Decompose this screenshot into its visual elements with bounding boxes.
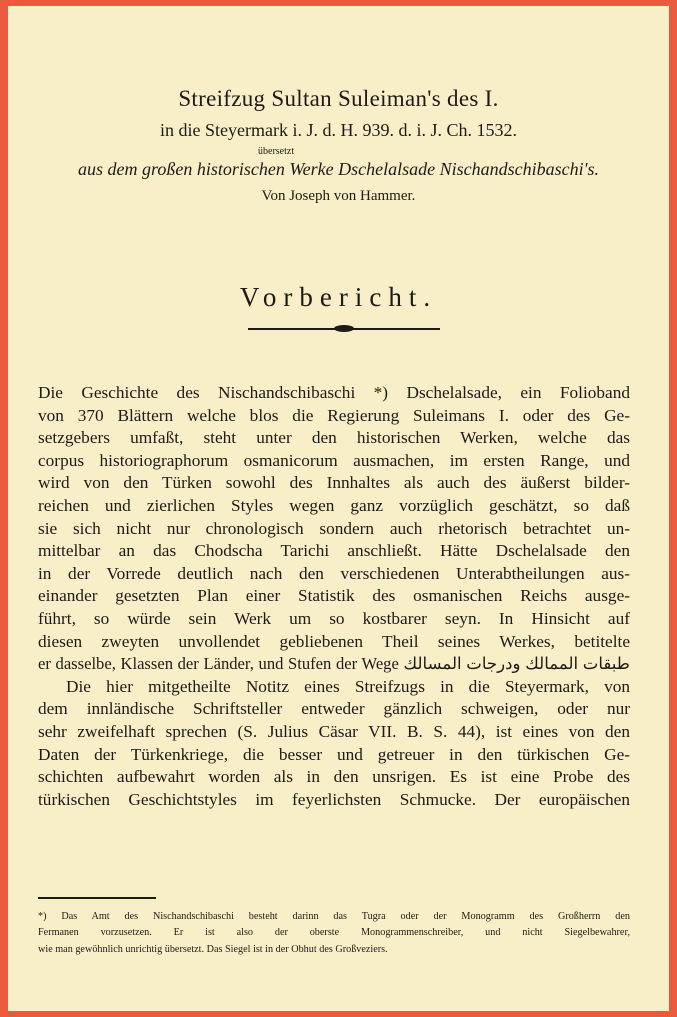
body-line: mittelbar an das Chodscha Tarichi anschließt. Hätte Dschelalsade den: [38, 541, 630, 561]
body-line: diesen zweyten unvollendet gebliebenen Theil seines Werkes, betitelte: [38, 631, 630, 651]
body-line: einander gesetzten Plan einer Statistik des osmanischen Reichs ausge-: [38, 586, 630, 606]
footnote-rule: [38, 897, 156, 899]
ornamental-rule-center: [334, 325, 354, 332]
body-line: türkischen Geschichtstyles im feyerlichsten Schmucke. Der europäischen: [38, 789, 630, 809]
author-line: Von Joseph von Hammer.: [261, 188, 416, 204]
body-line: sehr zweifelhaft sprechen (S. Julius Cäsar VII. B. S. 44), ist eines von den: [38, 721, 630, 741]
body-line: in der Vorrede deutlich nach den verschiedenen Unterabtheilungen aus-: [38, 563, 630, 583]
document-title: Streifzug Sultan Suleiman's des I.: [178, 86, 499, 111]
body-line: dem innländische Schriftsteller entweder gänzlich schweigen, oder nur: [38, 699, 630, 719]
body-line: von 370 Blättern welche blos die Regierung Suleimans I. oder des Ge-: [38, 405, 630, 425]
source-line: aus dem großen historischen Werke Dschelalsade Nischandschibaschi's.: [78, 159, 599, 179]
footnote-line: Fermanen vorzusetzen. Er ist also der oberste Monogrammenschreiber, und nicht Siegelbewahrer,: [38, 927, 630, 939]
body-line: Daten der Türkenkriege, die besser und getreuer in den türkischen Ge-: [38, 744, 630, 764]
body-line: reichen und zierlichen Styles wegen ganz vorzüglich geschätzt, so daß: [38, 495, 630, 515]
body-line: schichten aufbewahrt worden als in den unsrigen. Es ist eine Probe des: [38, 767, 630, 787]
body-line: wird von den Türken sowohl des Innhaltes als auch des äußerst bilder-: [38, 473, 630, 493]
body-line: sie sich nicht nur chronologisch sondern auch rhetorisch betrachtet un-: [38, 518, 630, 538]
body-line: führt, so würde sein Werk um so kostbarer seyn. In Hinsicht auf: [38, 608, 630, 628]
body-line: er dasselbe, Klassen der Länder, und Stufen der Wege طبقات الممالك ودرجات المسالك: [38, 654, 631, 674]
footnote-line: wie man gewöhnlich unrichtig übersetzt. Das Siegel ist in der Obhut des Großveziers.: [38, 943, 388, 955]
translated-note: übersetzt: [258, 146, 295, 157]
subtitle-line: in die Steyermark i. J. d. H. 939. d. i. J. Ch. 1532.: [160, 120, 517, 140]
body-paragraphs: [38, 382, 630, 811]
footnote-line: *) Das Amt des Nischandschibaschi besteht darinn das Tugra oder der Monogramm des Großherrn den: [38, 911, 630, 922]
body-line: corpus historiographorum osmanicorum ausmachen, im ersten Range, und: [38, 450, 630, 470]
body-line: setzgebers umfaßt, steht unter den historischen Werken, welche das: [38, 428, 630, 448]
document-page: [8, 6, 669, 1011]
footnote: [38, 909, 630, 958]
body-line: Die hier mitgetheilte Notitz eines Streifzugs in die Steyermark, von: [66, 676, 630, 696]
section-title: Vorbericht.: [239, 282, 438, 312]
body-line: Die Geschichte des Nischandschibaschi *) Dschelalsade, ein Folioband: [38, 383, 630, 402]
